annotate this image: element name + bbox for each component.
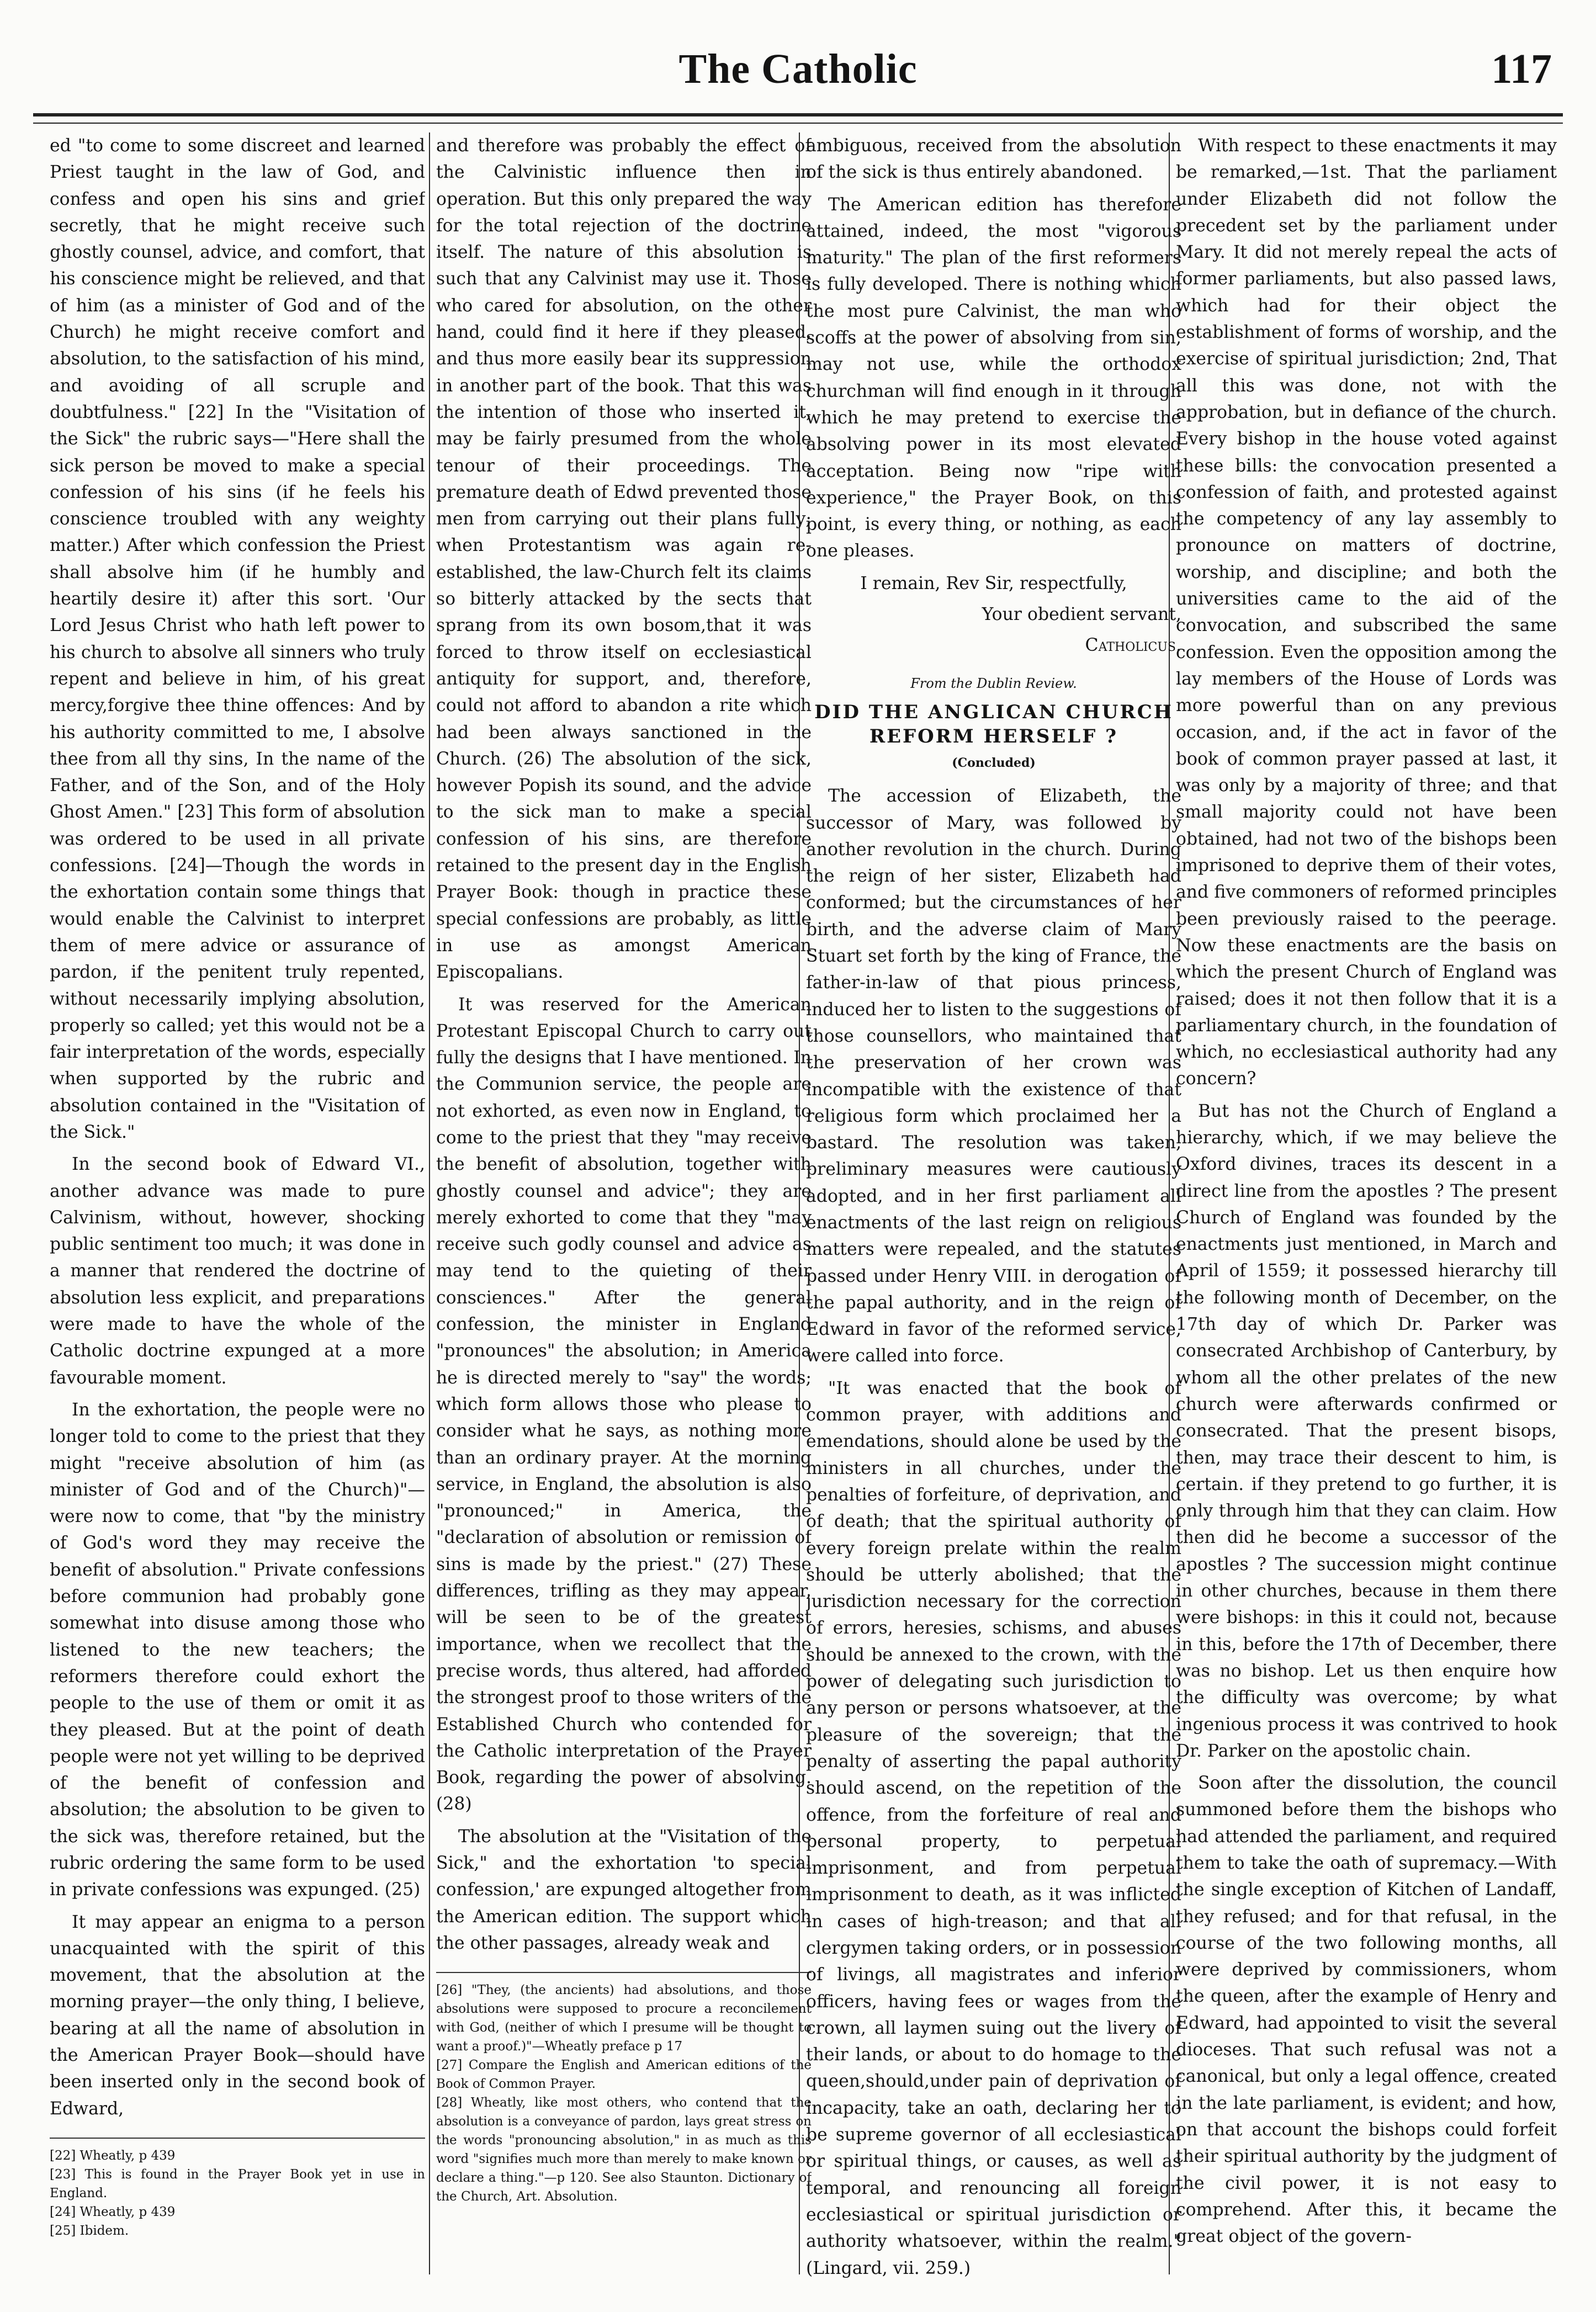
paragraph: "It was enacted that the book of common prayer, with additions and emendations, should alone be used by the ministers in all churches, under the penalties of forfeiture, of deprivation, and of death; that the spiritual authority of every foreign prelate within the realm should be utterly abolished; that the jurisdiction necessary for the correction of errors, heresies, schisms, and abuses should be annexed to the crown, with the power of delegating such jurisdiction to any person or persons whatsoever, at the pleasure of the sovereign; that the penalty of asserting the papal authority should ascend, on the repetition of the offence, from the forfeiture of real and personal property, to perpetual imprisonment, and from perpetual imprisonment to death, as it was inflicted in cases of high-treason; and that all clergymen taking orders, or in possession of livings, all magistrates and inferior officers, having fees or wages from the crown, all laymen suing out the livery of their lands, or about to do homage to the queen,should,under pain of deprivation of incapacity, take an oath, declaring her to be supreme governor of all ecclesiastical or spiritual things, or causes, as well as temporal, and renouncing all foreign ecclesiastical or spiritual jurisdiction or authority whatsoever, within the realm." (Lingard, vii. 259.) (806, 1378, 1181, 2278)
signature: Catholicus. (1085, 635, 1181, 656)
header-rule-thick (33, 113, 1563, 116)
article-source: From the Dublin Review. (910, 675, 1077, 691)
paragraph: Soon after the dissolution, the council summoned before them the bishops who had attended the parliament, and required them to take the oath of supremacy.—With the single exception of Kitchen of Landaff, they refused; and for that refusal, in the course of the two following months, all were deprived by commissioners, whom the queen, after the example of Henry and Edward, had appointed to visit the several dioceses. That such refusal was not a canonical, but only a legal offence, created in the late parliament, is evident; and how, on that account the bishops could forfeit their spiritual authority by the judgment of the civil power, it is not easy to comprehend. After this, it became the great object of the govern- (1176, 1773, 1557, 2247)
paragraph: But has not the Church of England a hierarchy, which, if we may believe the Oxford divines, traces its descent in a direct line from the apostles ? The present Church of England was founded by the enactments just mentioned, in March and April of 1559; it possessed hierarchy till the following month of December, on the 17th day of which Dr. Parker was consecrated Archbishop of Canterbury, by whom all the other prelates of the new church were afterwards confirmed or consecrated. That the present bisops, then, may trace their descent to him, is certain. if they pretend to go further, it is only through him that they can claim. How then did he become a successor of the apostles ? The succession might continue in other churches, because in them there were bishops: in this it could not, because in this, before the 17th of December, there was no bishop. Let us then enquire how the difficulty was overcome; by what ingenious process it was contrived to hook Dr. Parker on the apostolic chain. (1176, 1101, 1557, 1761)
column-4 (1176, 132, 1557, 2286)
letter-closing: Your obedient servant, (982, 604, 1181, 625)
paragraph: It may appear an enigma to a person unacquainted with the spirit of this movement, that the absolution at the morning prayer—the only thing, I believe, bearing at all the name of absolution in the American Prayer Book—should have been inserted only in the second book of Edward, (50, 1912, 425, 2119)
paragraph: With respect to these enactments it may be remarked,—1st. That the parliament under Elizabeth did not follow the precedent set by the parliament under Mary. It did not merely repeal the acts of former parliaments, but also passed laws, which had for their object the establishment of forms of worship, and the exercise of spiritual jurisdiction; 2nd, That all this was done, not with the approbation, but in defiance of the church. Every bishop in the house voted against these bills: the convocation presented a confession of faith, and protested against the competency of any lay assembly to pronounce on matters of doctrine, worship, and discipline; and both the universities came to the aid of the convocation, and subscribed the same confession. Even the opposition among the lay members of the House of Lords was more powerful than on any previous occasion, and, if the act in favor of the book of common prayer passed at last, it was only by a majority of three; and that small majority could not have been obtained, had not two of the bishops been imprisoned to deprive them of their votes, and five commoners of reformed principles been previously raised to the peerage. Now these enactments are the basis on which the present Church of England was raised; does it not then follow that it is a parliamentary church, in the foundation of which, no ecclesiastical authority had any concern? (1176, 136, 1557, 1089)
footnotes (436, 1972, 812, 2206)
article-heading: DID THE ANGLICAN CHURCH REFORM HERSELF ? (814, 701, 1173, 747)
letter-closing: I remain, Rev Sir, respectfully, (860, 573, 1127, 593)
footnote: [26] "They, (the ancients) had absolutions, and those absolutions were supposed to procure a reconcilement with God, (neither of which I presume will be thought to want a proof.)"—Wheatly preface p 17 (436, 1983, 812, 2054)
page-number: 117 (1491, 46, 1552, 92)
paragraph: It was reserved for the American Protestant Episcopal Church to carry out fully the designs that I have mentioned. In the Communion service, the people are not exhorted, as even now in England, to come to the priest that they "may receive the benefit of absolution, together with ghostly counsel and advice"; they are merely exhorted to come that they "may receive such godly counsel and advice as may tend to the quieting of their consciences." After the general confession, the minister in England "pronounces" the absolution; in America he is directed merely to "say" the words; which form allows those who please to consider what he says, as nothing more than an ordinary prayer. At the morning service, in England, the absolution is also "pronounced;" in America, the "declaration of absolution or remission of sins is made by the priest." (27) These differences, trifling as they may appear, will be seen to be of the greatest importance, when we recollect that the precise words, thus altered, had afforded the strongest proof to those writers of the Established Church who contended for the Catholic interpretation of the Prayer Book, regarding the power of absolving. (28) (436, 994, 812, 1815)
header-rule-thin (33, 123, 1563, 124)
paragraph: In the second book of Edward VI., another advance was made to pure Calvinism, without, however, shocking public sentiment too much; it was done in a manner that rendered the doctrine of absolution less explicit, and preparations were made to have the whole of the Catholic doctrine expunged at a more favourable moment. (50, 1154, 425, 1388)
article-subheading: (Concluded) (952, 755, 1036, 770)
footnote: [25] Ibidem. (50, 2223, 129, 2238)
column-3 (806, 132, 1181, 2286)
page-header (33, 33, 1563, 116)
journal-title: The Catholic (678, 46, 918, 92)
footnote: [24] Wheatly, p 439 (50, 2204, 176, 2219)
paragraph: The accession of Elizabeth, the successor of Mary, was followed by another revolution in the church. During the reign of her sister, Elizabeth had conformed; but the circumstances of her birth, and the adverse claim of Mary Stuart set forth by the king of France, the father-in-law of that pious princess, induced her to listen to the suggestions of those counsellors, who maintained that the preservation of her crown was incompatible with the existence of that religious form which proclaimed her a bastard. The resolution was taken, preliminary measures were cautiously adopted, and in her first parliament all enactments of the last reign on religious matters were repealed, and the statutes passed under Henry VIII. in derogation of the papal authority, and in the reign of Edward in favor of the reformed service, were called into force. (806, 786, 1181, 1366)
paragraph: In the exhortation, the people were no longer told to come to the priest that they might "receive absolution of him (as minister of God and of the Church)"—were now to come, that "by the ministry of God's word they may receive the benefit of absolution." Private confessions before communion had probably gone somewhat into disuse among those who listened to the new teachers; the reformers therefore could exhort the people to the use of them or omit it as they pleased. But at the point of death people were not yet willing to be deprived of the benefit of confession and absolution; the absolution to be given to the sick was, therefore retained, but the rubric ordering the same form to be used in private confessions was expunged. (25) (50, 1399, 425, 1900)
paragraph: ed "to come to some discreet and learned Priest taught in the law of God, and confess and open his sins and grief secretly, that he might receive such ghostly counsel, advice, and comfort, that his conscience might be relieved, and that of him (as a minister of God and of the Church) he might receive comfort and absolution, to the satisfaction of his mind, and avoiding of all scruple and doubtfulness." [22] In the "Visitation of the Sick" the rubric says—"Here shall the sick person be moved to make a special confession of his sins (if he feels his conscience troubled with any weighty matter.) After which confession the Priest shall absolve him (if he humbly and heartily desire it) after this sort. 'Our Lord Jesus Christ who hath left power to his church to absolve all sinners who truly repent and believe in him, of his great mercy,forgive thee thine offences: And by his authority committed to me, I absolve thee from all thy sins, In the name of the Father, and of the Son, and of the Holy Ghost Amen." [23] This form of absolution was ordered to be used in all private confessions. [24]—Though the words in the exhortation contain some things that would enable the Calvinist to interpret them of mere advice or assurance of pardon, if the penitent truly repented, without necessarily implying absolution, properly so called; yet this would not be a fair interpretation of the words, especially when supported by the rubric and absolution contained in the "Visitation of the Sick." (50, 136, 425, 1142)
footnote: [22] Wheatly, p 439 (50, 2148, 176, 2163)
footnotes (50, 2138, 425, 2240)
paragraph: The absolution at the "Visitation of the Sick," and the exhortation 'to special confession,' are expunged altogether from the American edition. The support which the other passages, already weak and (436, 1826, 812, 1953)
paragraph: and therefore was probably the effect of the Calvinistic influence then in operation. But this only prepared the way for the total rejection of the doctrine itself. The nature of this absolution is such that any Calvinist may use it. Those who cared for absolution, on the other hand, could find it here if they pleased, and thus more easily bear its suppression in another part of the book. That this was the intention of those who inserted it, may be fairly presumed from the whole tenour of their proceedings. The premature death of Edwd prevented those men from carrying out their plans fully; when Protestantism was again re-established, the law-Church felt its claims so bitterly attacked by the sects that sprang from its own bosom,that it was forced to throw itself on ecclesiastical antiquity for support, and, therefore, could not afford to abandon a rite which had been always sanctioned in the Church. (26) The absolution of the sick, however Popish its sound, and the advice to the sick man to make a special confession of his sins, are therefore retained to the present day in the English Prayer Book: though in practice these special confessions are probably, as little in use as amongst American Episcopalians. (436, 136, 812, 983)
paragraph: ambiguous, received from the absolution of the sick is thus entirely abandoned. (806, 136, 1181, 183)
paragraph: The American edition has therefore attained, indeed, the most "vigorous maturity." The plan of the first reformers is fully developed. There is nothing which the most pure Calvinist, the man who scoffs at the power of absolving from sin, may not use, while the orthodox churchman will find enough in it through which he may pretend to exercise the absolving power in its most elevated acceptation. Being now "ripe with experience," the Prayer Book, on this point, is every thing, or nothing, as each one pleases. (806, 194, 1181, 561)
column-2 (436, 132, 812, 2286)
footnote: [23] This is found in the Prayer Book yet in use in England. (50, 2167, 425, 2200)
column-divider (429, 132, 430, 2274)
column-1 (50, 132, 425, 2286)
footnote: [27] Compare the English and American editions of the Book of Common Prayer. (436, 2058, 812, 2092)
footnote: [28] Wheatly, like most others, who contend that the absolution is a conveyance of pardon, lays great stress on the words "pronouncing absolution," in as much as this word "signifies much more than merely to make known or declare a thing."—p 120. See also Staunton. Dictionary of the Church, Art. Absolution. (436, 2096, 812, 2204)
